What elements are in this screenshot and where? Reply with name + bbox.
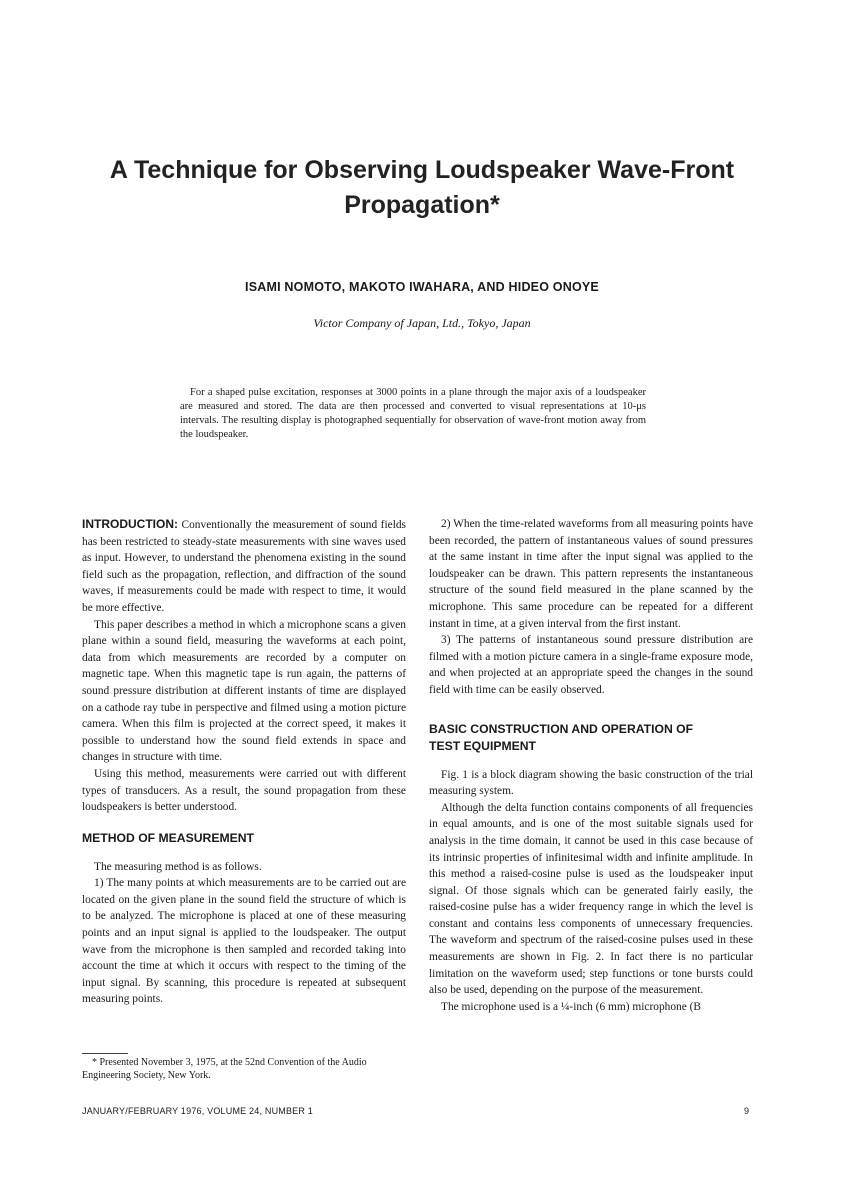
footnote-rule <box>82 1053 128 1054</box>
title-line-2: Propagation* <box>344 191 500 219</box>
paper-title <box>60 153 784 223</box>
intro-paragraph-2: This paper describes a method in which a microphone scans a given plane within a sound field, measuring the waveforms at each point, data from which measurements are recorded by a computer on magnetic tape. When this magnetic tape is run again, the patterns of sound pressure distribution at different instants of time are displayed on a cathode ray tube in perspective and filmed using a motion picture camera. When this film is projected at the correct speed, it makes it possible to understand how the sound field extends in space and changes in structure with time. <box>82 618 406 764</box>
basic-construction-heading <box>429 721 753 755</box>
method-paragraph-1: The measuring method is as follows. <box>94 860 262 873</box>
method-paragraph-3: 2) When the time-related waveforms from all measuring points have been recorded, the pattern of instantaneous values of sound pressures at the same instant in time after the input signal was applied to the loudspeaker can be drawn. This pattern represents the instantaneous structure of the sound field measured in the plane scanned by the microphone. This same procedure can be repeated for a different instant in time, at a given interval from the first instant. <box>429 518 753 630</box>
method-heading: METHOD OF MEASUREMENT <box>82 830 254 845</box>
method-paragraph-4: 3) The patterns of instantaneous sound pressure distribution are filmed with a motion picture camera in a single-frame exposure mode, and when projected at an appropriate speed the changes in the sound field with time can be easily observed. <box>429 634 753 696</box>
right-column <box>429 516 753 1015</box>
basic-heading-line-2: TEST EQUIPMENT <box>429 738 536 753</box>
running-footer: JANUARY/FEBRUARY 1976, VOLUME 24, NUMBER 1 <box>82 1106 313 1116</box>
author-list: ISAMI NOMOTO, MAKOTO IWAHARA, AND HIDEO ONOYE <box>245 280 599 294</box>
affiliation: Victor Company of Japan, Ltd., Tokyo, Japan <box>313 316 531 330</box>
introduction-heading: INTRODUCTION: <box>82 517 178 531</box>
abstract: For a shaped pulse excitation, responses at 3000 points in a plane through the major axis of a loudspeaker are measured and stored. The data are then processed and converted to visual representations at 10-μs intervals. The resulting display is photographed sequentially for observation of wave-front motion away from the loudspeaker. <box>180 387 646 440</box>
basic-paragraph-1: Fig. 1 is a block diagram showing the basic construction of the trial measuring system. <box>429 768 753 798</box>
basic-heading-line-1: BASIC CONSTRUCTION AND OPERATION OF <box>429 721 694 736</box>
intro-paragraph-1 <box>82 516 406 617</box>
footnote-text: * Presented November 3, 1975, at the 52nd Convention of the Audio Engineering Society, New York. <box>82 1057 367 1081</box>
basic-paragraph-2: Although the delta function contains components of all frequencies in equal amounts, and is one of the most suitable signals used for analysis in the time domain, it cannot be used in this case because of its intrinsic properties of infinitesimal width and infinite amplitude. In this method a raised-cosine pulse is used as the loudspeaker input signal. Of those signals which can be generated fairly easily, the raised-cosine pulse has a wider frequency range in which the level is constant and contains less components of unnecessary frequencies. The waveform and spectrum of the raised-cosine pulses used in these measurements are shown in Fig. 2. In fact there is no particular limitation on the waveform used; step functions or tone bursts could also be used, depending on the purpose of the measurement. <box>429 801 753 997</box>
intro-text-1: Conventionally the measurement of sound fields has been restricted to steady-state measurements with sine waves used as input. However, to understand the phenomena existing in the sound field such as the propagation, reflection, and diffraction of the sound waves, if measurements could be made with respect to time, it would be more effective. <box>82 519 406 614</box>
method-paragraph-2: 1) The many points at which measurements are to be carried out are located on the given plane in the sound field the structure of which is to be analyzed. The microphone is placed at one of these measuring points and an input signal is applied to the loudspeaker. The output wave from the microphone is then sampled and recorded taking into account the time at which it occurs with respect to the timing of the input signal. By scanning, this procedure is repeated at subsequent measuring points. <box>82 877 406 1006</box>
intro-paragraph-3: Using this method, measurements were carried out with different types of transducers. As a result, the sound propagation from these loudspeakers is better understood. <box>82 767 406 814</box>
left-column <box>82 516 406 1008</box>
footnote <box>82 1056 406 1082</box>
title-line-1: A Technique for Observing Loudspeaker Wave-Front <box>109 156 735 184</box>
page-number: 9 <box>744 1106 750 1116</box>
basic-paragraph-3: The microphone used is a ¼-inch (6 mm) microphone (B <box>441 1000 702 1013</box>
